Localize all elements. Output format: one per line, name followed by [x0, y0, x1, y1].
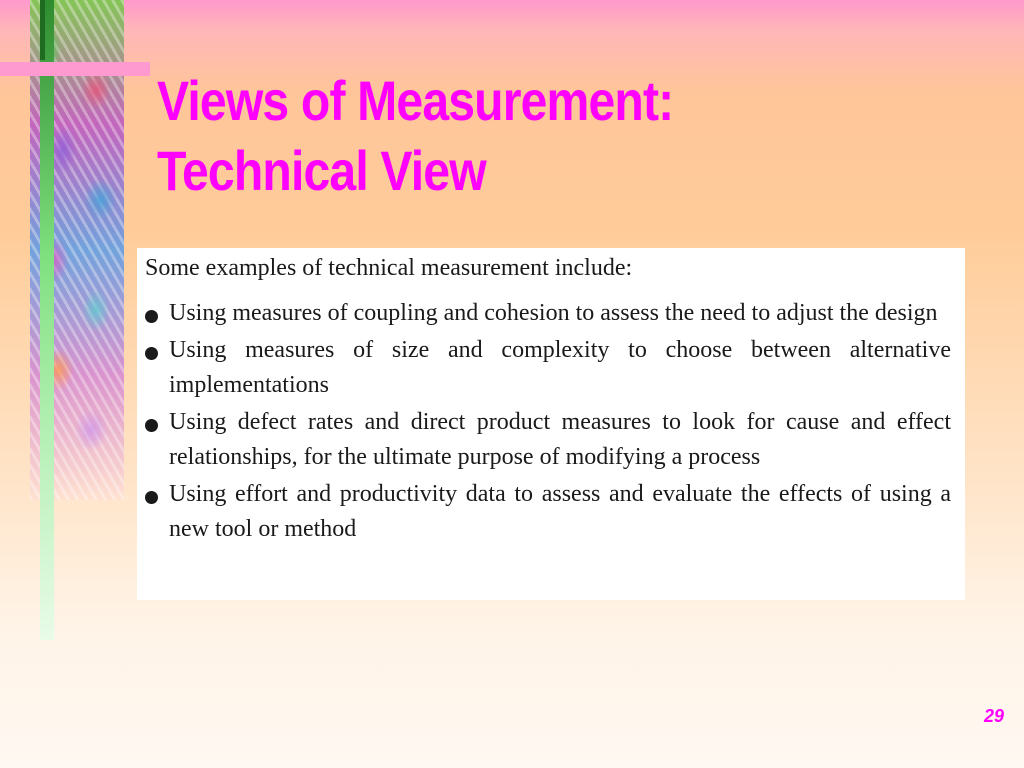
bullet-item	[145, 477, 951, 547]
bullet-text: Using measures of coupling and cohesion to assess the need to adjust the design	[169, 300, 938, 326]
decorative-dark-green-stripe	[40, 0, 45, 60]
bullet-item	[145, 333, 951, 403]
bullet-text: Using effort and productivity data to assess and evaluate the effects of using a new tool or method	[169, 481, 951, 542]
slide-title-line-2: Technical View	[157, 139, 486, 202]
page-number: 29	[983, 706, 1004, 726]
intro-text: Some examples of technical measurement include:	[145, 255, 633, 281]
bullet-text: Using measures of size and complexity to choose between alternative implementations	[169, 337, 951, 398]
slide-title-line-1: Views of Measurement:	[157, 69, 674, 132]
content-box	[137, 248, 965, 600]
bullet-list	[145, 296, 951, 547]
bullet-text: Using defect rates and direct product measures to look for cause and effect relationships, for the ultimate purpose of modifying a process	[169, 409, 951, 470]
bullet-dot-icon	[145, 310, 158, 323]
bullet-dot-icon	[145, 491, 158, 504]
slide-title	[157, 66, 879, 206]
bullet-dot-icon	[145, 419, 158, 432]
bullet-item	[145, 296, 951, 331]
decorative-pink-bar	[0, 62, 150, 76]
decorative-green-stripe	[40, 0, 54, 640]
bullet-dot-icon	[145, 347, 158, 360]
bullet-item	[145, 405, 951, 475]
